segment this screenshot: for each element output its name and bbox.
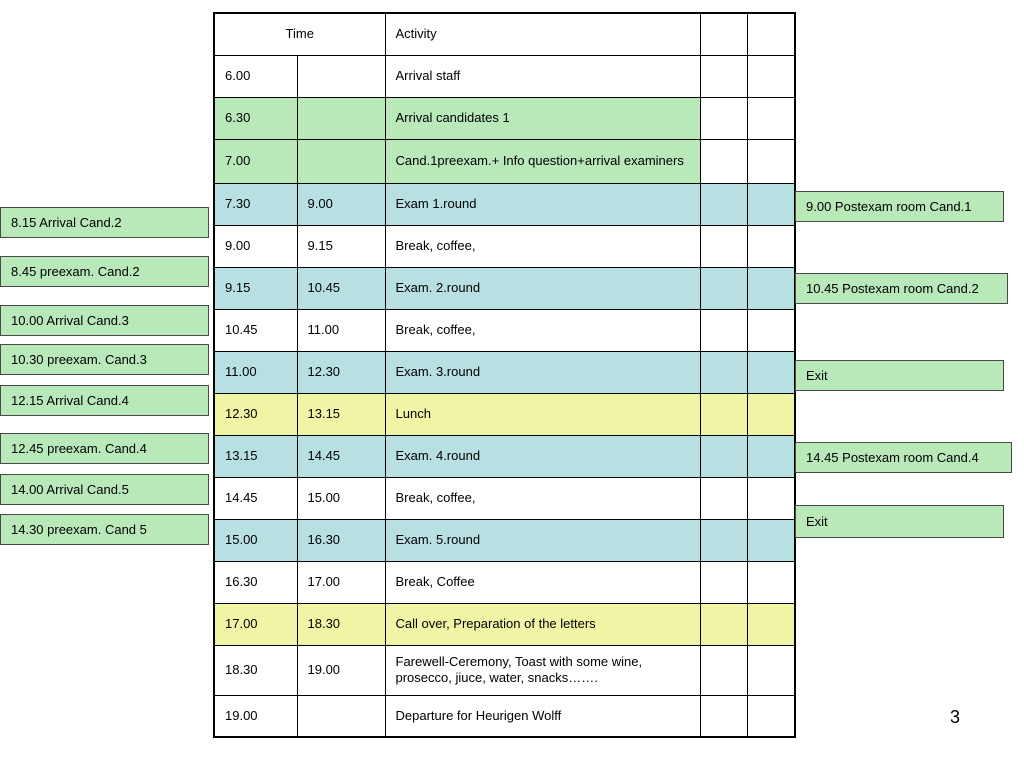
extra-cell — [700, 645, 747, 695]
activity-cell: Exam 1.round — [385, 183, 700, 225]
extra-cell — [747, 351, 795, 393]
extra-cell — [700, 55, 747, 97]
end-time-cell: 9.15 — [297, 225, 385, 267]
start-time-cell: 12.30 — [214, 393, 297, 435]
extra-cell — [700, 351, 747, 393]
table-row — [214, 139, 795, 183]
end-time-cell: 9.00 — [297, 183, 385, 225]
table-row — [214, 477, 795, 519]
start-time-cell: 7.00 — [214, 139, 297, 183]
extra-cell — [700, 519, 747, 561]
extra-header-cell — [747, 13, 795, 55]
start-time-cell: 9.00 — [214, 225, 297, 267]
extra-cell — [700, 97, 747, 139]
table-row — [214, 225, 795, 267]
extra-cell — [747, 393, 795, 435]
end-time-cell: 16.30 — [297, 519, 385, 561]
extra-cell — [747, 97, 795, 139]
start-time-cell: 9.15 — [214, 267, 297, 309]
extra-cell — [700, 561, 747, 603]
extra-cell — [700, 183, 747, 225]
table-row — [214, 351, 795, 393]
extra-cell — [747, 695, 795, 737]
table-row — [214, 97, 795, 139]
extra-cell — [700, 393, 747, 435]
end-time-cell — [297, 139, 385, 183]
extra-cell — [700, 309, 747, 351]
extra-cell — [700, 225, 747, 267]
start-time-cell: 16.30 — [214, 561, 297, 603]
start-time-cell: 13.15 — [214, 435, 297, 477]
extra-cell — [747, 561, 795, 603]
start-time-cell: 19.00 — [214, 695, 297, 737]
left-note: 10.30 preexam. Cand.3 — [0, 344, 209, 375]
page-number: 3 — [950, 707, 961, 727]
table-row — [214, 603, 795, 645]
table-row — [214, 519, 795, 561]
extra-cell — [700, 435, 747, 477]
start-time-cell: 11.00 — [214, 351, 297, 393]
start-time-cell: 6.00 — [214, 55, 297, 97]
extra-cell — [747, 435, 795, 477]
extra-cell — [700, 695, 747, 737]
end-time-cell — [297, 97, 385, 139]
left-note: 8.45 preexam. Cand.2 — [0, 256, 209, 287]
activity-cell: Break, coffee, — [385, 477, 700, 519]
end-time-cell: 18.30 — [297, 603, 385, 645]
start-time-cell: 7.30 — [214, 183, 297, 225]
table-row — [214, 435, 795, 477]
left-note: 12.15 Arrival Cand.4 — [0, 385, 209, 416]
extra-cell — [747, 139, 795, 183]
table-row — [214, 561, 795, 603]
activity-cell: Break, coffee, — [385, 309, 700, 351]
extra-cell — [700, 477, 747, 519]
end-time-cell: 11.00 — [297, 309, 385, 351]
end-time-cell: 17.00 — [297, 561, 385, 603]
activity-cell: Arrival candidates 1 — [385, 97, 700, 139]
schedule-table — [213, 12, 796, 738]
end-time-cell: 10.45 — [297, 267, 385, 309]
activity-cell: Arrival staff — [385, 55, 700, 97]
right-note: 14.45 Postexam room Cand.4 — [795, 442, 1012, 473]
extra-cell — [747, 645, 795, 695]
table-row — [214, 55, 795, 97]
start-time-cell: 15.00 — [214, 519, 297, 561]
extra-cell — [700, 603, 747, 645]
extra-cell — [747, 519, 795, 561]
right-note: Exit — [795, 505, 1004, 538]
start-time-cell: 6.30 — [214, 97, 297, 139]
time-header: Time — [214, 13, 385, 55]
extra-cell — [747, 477, 795, 519]
table-row — [214, 267, 795, 309]
activity-cell: Lunch — [385, 393, 700, 435]
table-row — [214, 393, 795, 435]
activity-cell: Exam. 3.round — [385, 351, 700, 393]
end-time-cell: 13.15 — [297, 393, 385, 435]
header-row — [214, 13, 795, 55]
extra-cell — [747, 55, 795, 97]
right-note: 10.45 Postexam room Cand.2 — [795, 273, 1008, 304]
extra-cell — [700, 267, 747, 309]
start-time-cell: 10.45 — [214, 309, 297, 351]
activity-cell: Call over, Preparation of the letters — [385, 603, 700, 645]
table-row — [214, 695, 795, 737]
extra-header-cell — [700, 13, 747, 55]
end-time-cell: 19.00 — [297, 645, 385, 695]
activity-cell: Departure for Heurigen Wolff — [385, 695, 700, 737]
table-row — [214, 645, 795, 695]
end-time-cell: 14.45 — [297, 435, 385, 477]
activity-cell: Break, coffee, — [385, 225, 700, 267]
activity-cell: Exam. 5.round — [385, 519, 700, 561]
start-time-cell: 18.30 — [214, 645, 297, 695]
right-note: 9.00 Postexam room Cand.1 — [795, 191, 1004, 222]
extra-cell — [747, 309, 795, 351]
table-row — [214, 309, 795, 351]
start-time-cell: 14.45 — [214, 477, 297, 519]
left-note: 14.00 Arrival Cand.5 — [0, 474, 209, 505]
right-note: Exit — [795, 360, 1004, 391]
activity-cell: Break, Coffee — [385, 561, 700, 603]
start-time-cell: 17.00 — [214, 603, 297, 645]
end-time-cell — [297, 55, 385, 97]
activity-cell: Farewell-Ceremony, Toast with some wine, prosecco, jiuce, water, snacks……. — [385, 645, 700, 695]
extra-cell — [747, 603, 795, 645]
activity-cell: Exam. 4.round — [385, 435, 700, 477]
extra-cell — [747, 183, 795, 225]
end-time-cell: 15.00 — [297, 477, 385, 519]
left-note: 14.30 preexam. Cand 5 — [0, 514, 209, 545]
table-row — [214, 183, 795, 225]
left-note: 8.15 Arrival Cand.2 — [0, 207, 209, 238]
extra-cell — [700, 139, 747, 183]
end-time-cell — [297, 695, 385, 737]
left-note: 10.00 Arrival Cand.3 — [0, 305, 209, 336]
left-note: 12.45 preexam. Cand.4 — [0, 433, 209, 464]
extra-cell — [747, 267, 795, 309]
activity-cell: Exam. 2.round — [385, 267, 700, 309]
activity-header: Activity — [385, 13, 700, 55]
activity-cell: Cand.1preexam.+ Info question+arrival examiners — [385, 139, 700, 183]
end-time-cell: 12.30 — [297, 351, 385, 393]
extra-cell — [747, 225, 795, 267]
